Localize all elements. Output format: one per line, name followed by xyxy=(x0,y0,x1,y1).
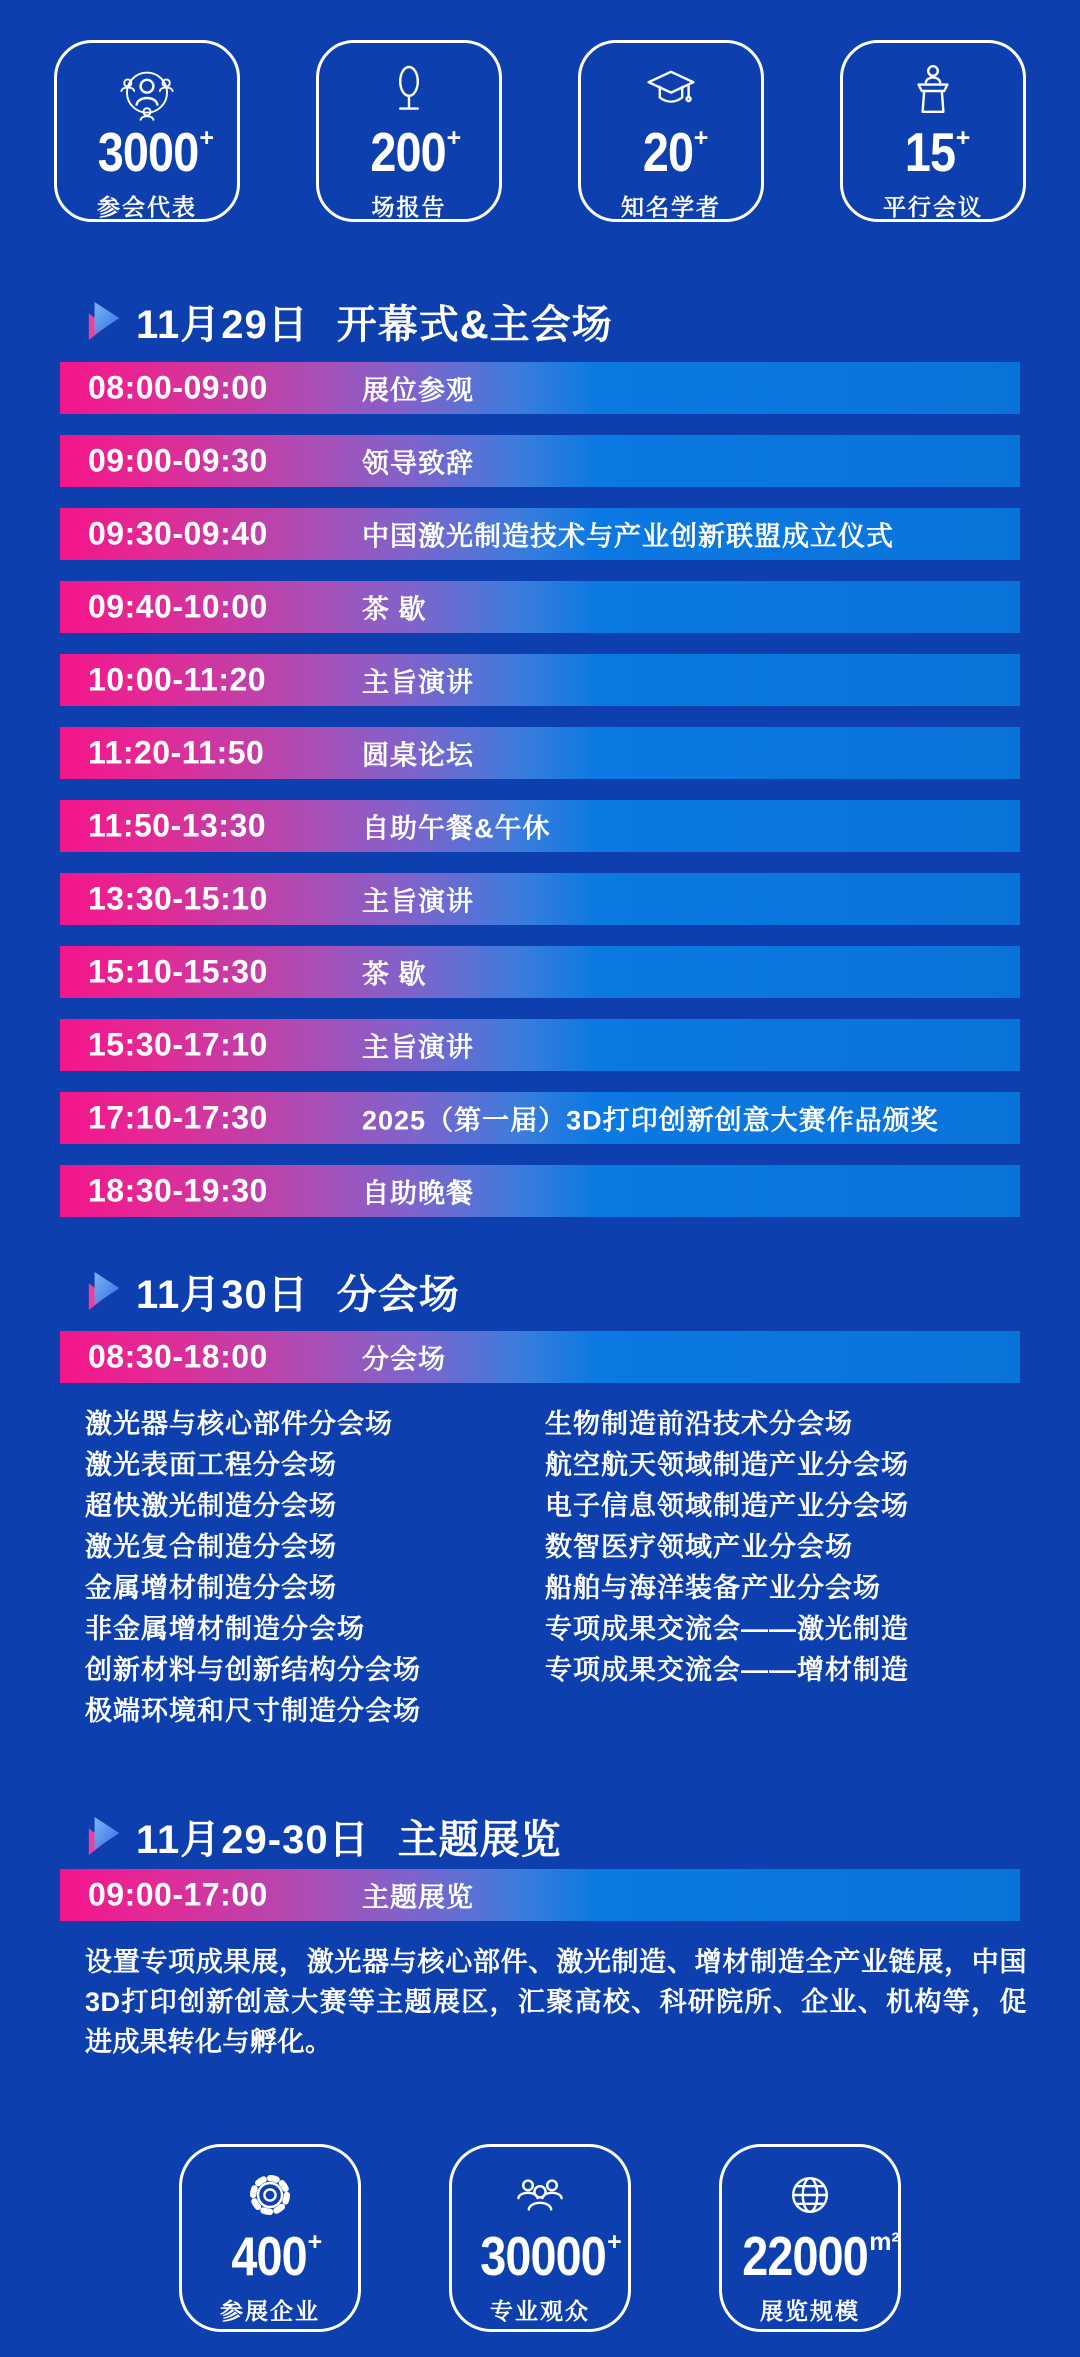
stat-value xyxy=(634,121,709,183)
top-stats xyxy=(0,0,1080,222)
section-date: 11月29-30日 xyxy=(136,1817,370,1862)
stat-card-visitors xyxy=(449,2144,631,2332)
stat-value xyxy=(458,2225,622,2287)
venue-item: 数智医疗领域产业分会场 xyxy=(545,1532,853,1562)
agenda-event: 自助午餐&午休 xyxy=(362,813,551,844)
agenda-rows-day1 xyxy=(60,362,1020,1217)
stat-label: 场报告 xyxy=(371,194,447,220)
section-date: 11月29日 xyxy=(136,302,309,347)
agenda-row xyxy=(60,800,1020,852)
agenda-event: 圆桌论坛 xyxy=(362,740,474,771)
agenda-row xyxy=(60,727,1020,779)
agenda-event: 主题展览 xyxy=(362,1882,474,1913)
stat-number: 3000 xyxy=(97,121,199,183)
stat-suffix: m² xyxy=(869,2228,900,2256)
section-day2 xyxy=(0,1268,1080,1732)
stat-number: 22000 xyxy=(742,2225,869,2287)
agenda-event: 主旨演讲 xyxy=(362,1032,474,1063)
agenda-event: 主旨演讲 xyxy=(362,667,474,698)
section-title xyxy=(136,1808,562,1865)
stat-label: 平行会议 xyxy=(883,194,983,220)
section-header-day2 xyxy=(86,1268,1020,1317)
people-group-icon xyxy=(508,2163,572,2227)
agenda-time: 09:40-10:00 xyxy=(88,588,268,625)
stat-value xyxy=(80,121,214,183)
bottom-stats xyxy=(0,2144,1080,2332)
venue-item: 船舶与海洋装备产业分会场 xyxy=(545,1573,881,1603)
venue-item: 非金属增材制造分会场 xyxy=(85,1614,365,1644)
agenda-time: 17:10-17:30 xyxy=(88,1099,268,1136)
agenda-row xyxy=(60,654,1020,706)
agenda-row xyxy=(60,508,1020,560)
venue-item: 专项成果交流会——激光制造 xyxy=(545,1614,909,1644)
graduation-cap-icon xyxy=(639,59,703,123)
stat-suffix: + xyxy=(199,124,214,152)
venue-column-right xyxy=(545,1404,909,1732)
venue-item: 生物制造前沿技术分会场 xyxy=(545,1409,853,1439)
agenda-time: 08:00-09:00 xyxy=(88,369,268,406)
section-header-day1 xyxy=(86,298,1020,347)
stat-label: 参展企业 xyxy=(220,2298,320,2324)
venue-item: 电子信息领域制造产业分会场 xyxy=(545,1491,909,1521)
fast-forward-icon xyxy=(86,1269,126,1313)
agenda-event: 领导致辞 xyxy=(362,448,474,479)
stat-card-sessions xyxy=(840,40,1026,222)
agenda-rows-day2 xyxy=(60,1331,1020,1383)
stat-suffix: + xyxy=(307,2228,323,2256)
stat-value xyxy=(896,121,971,183)
section-name: 开幕式&主会场 xyxy=(336,302,613,347)
venue-item: 专项成果交流会——增材制造 xyxy=(545,1655,909,1685)
section-title xyxy=(136,1263,460,1320)
stat-label: 展览规模 xyxy=(760,2298,860,2324)
venue-column-left xyxy=(85,1404,545,1732)
stat-value xyxy=(720,2225,900,2287)
section-day1 xyxy=(0,298,1080,1217)
agenda-event: 茶 歇 xyxy=(362,594,427,625)
stat-card-exhibitors xyxy=(179,2144,361,2332)
agenda-event: 中国激光制造技术与产业创新联盟成立仪式 xyxy=(362,521,894,552)
section-header-expo xyxy=(86,1813,1020,1862)
agenda-event: 展位参观 xyxy=(362,375,474,406)
stat-value xyxy=(218,2225,323,2287)
agenda-time: 13:30-15:10 xyxy=(88,880,268,917)
stat-suffix: + xyxy=(693,124,709,152)
agenda-row xyxy=(60,1869,1020,1921)
agenda-row xyxy=(60,946,1020,998)
expo-description: 设置专项成果展，激光器与核心部件、激光制造、增材制造全产业链展，中国3D打印创新创意大赛等主题展区，汇聚高校、科研院所、企业、机构等，促进成果转化与孵化。 xyxy=(85,1947,1027,2057)
stat-label: 专业观众 xyxy=(490,2298,590,2324)
agenda-time: 10:00-11:20 xyxy=(88,661,267,698)
agenda-row xyxy=(60,362,1020,414)
agenda-time: 11:20-11:50 xyxy=(88,734,265,771)
venue-item: 超快激光制造分会场 xyxy=(85,1491,337,1521)
stat-value xyxy=(357,121,462,183)
agenda-row xyxy=(60,1165,1020,1217)
agenda-time: 09:30-09:40 xyxy=(88,515,268,552)
agenda-event: 主旨演讲 xyxy=(362,886,474,917)
venue-list xyxy=(85,1404,1020,1732)
agenda-event: 分会场 xyxy=(362,1344,446,1375)
gear-icon xyxy=(238,2163,302,2227)
agenda-event: 2025（第一届）3D打印创新创意大赛作品颁奖 xyxy=(362,1105,939,1136)
globe-icon xyxy=(778,2163,842,2227)
stat-card-scholars xyxy=(578,40,764,222)
section-expo xyxy=(0,1813,1080,2062)
agenda-time: 09:00-17:00 xyxy=(88,1876,268,1913)
podium-speaker-icon xyxy=(901,59,965,123)
agenda-row xyxy=(60,1019,1020,1071)
stat-suffix: + xyxy=(955,124,971,152)
stat-suffix: + xyxy=(607,2228,622,2256)
people-network-icon xyxy=(115,59,179,123)
microphone-icon xyxy=(377,59,441,123)
section-name: 分会场 xyxy=(336,1272,460,1317)
agenda-rows-expo xyxy=(60,1869,1020,1921)
fast-forward-icon xyxy=(86,299,126,343)
venue-item: 航空航天领域制造产业分会场 xyxy=(545,1450,909,1480)
agenda-time: 11:50-13:30 xyxy=(88,807,267,844)
section-name: 主题展览 xyxy=(397,1817,562,1862)
agenda-event: 茶 歇 xyxy=(362,959,427,990)
agenda-row xyxy=(60,581,1020,633)
venue-item: 极端环境和尺寸制造分会场 xyxy=(85,1696,421,1726)
stat-number: 400 xyxy=(231,2225,307,2287)
stat-card-reports xyxy=(316,40,502,222)
agenda-event: 自助晚餐 xyxy=(362,1178,474,1209)
stat-card-attendees xyxy=(54,40,240,222)
section-date: 11月30日 xyxy=(136,1272,309,1317)
venue-item: 创新材料与创新结构分会场 xyxy=(85,1655,421,1685)
stat-number: 30000 xyxy=(480,2225,607,2287)
fast-forward-icon xyxy=(86,1814,126,1858)
agenda-time: 09:00-09:30 xyxy=(88,442,268,479)
stat-number: 20 xyxy=(642,121,693,183)
venue-item: 激光表面工程分会场 xyxy=(85,1450,337,1480)
agenda-row xyxy=(60,1092,1020,1144)
stat-label: 知名学者 xyxy=(621,194,721,220)
venue-item: 激光器与核心部件分会场 xyxy=(85,1409,393,1439)
stat-label: 参会代表 xyxy=(97,194,197,220)
agenda-time: 15:10-15:30 xyxy=(88,953,268,990)
agenda-time: 08:30-18:00 xyxy=(88,1338,268,1375)
section-title xyxy=(136,293,613,350)
stat-number: 200 xyxy=(370,121,446,183)
stat-number: 15 xyxy=(904,121,955,183)
agenda-time: 15:30-17:10 xyxy=(88,1026,268,1063)
stat-card-exhibition-area xyxy=(719,2144,901,2332)
stat-suffix: + xyxy=(446,124,462,152)
agenda-time: 18:30-19:30 xyxy=(88,1172,268,1209)
agenda-row xyxy=(60,1331,1020,1383)
venue-item: 激光复合制造分会场 xyxy=(85,1532,337,1562)
agenda-row xyxy=(60,873,1020,925)
agenda-row xyxy=(60,435,1020,487)
venue-item: 金属增材制造分会场 xyxy=(85,1573,337,1603)
